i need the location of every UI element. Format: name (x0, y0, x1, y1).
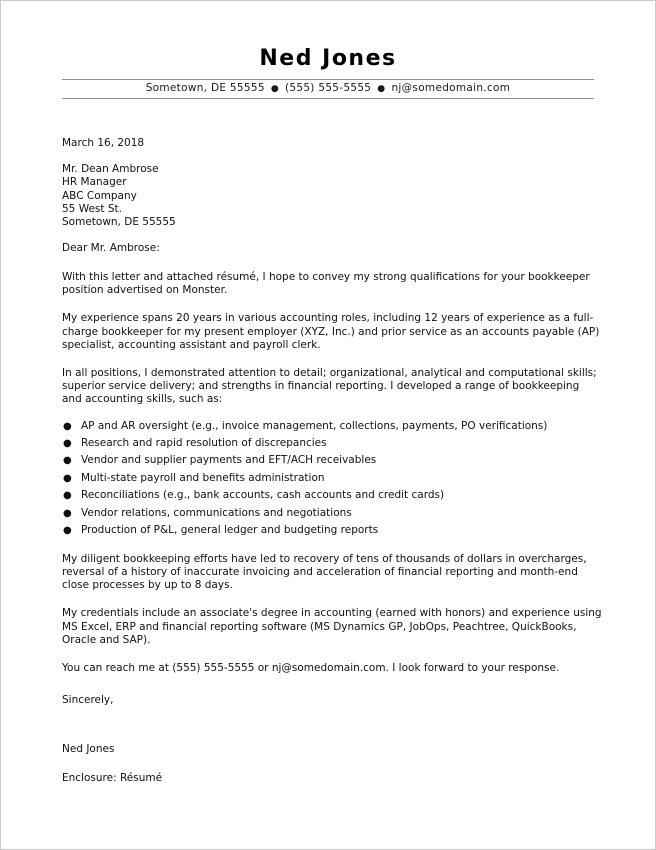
body-paragraph-achievements: My diligent bookkeeping efforts have led to recovery of tens of thousands of dollars in overcharges, reversal of a history of inaccurate invoicing and acceleration of financial reporting and month-end close processes by up to 8 days. (62, 552, 587, 591)
recipient-address-block (62, 163, 602, 228)
sender-address: Sometown, DE 55555 (145, 82, 265, 94)
bullet-icon: ● (63, 490, 72, 502)
letter-date: March 16, 2018 (62, 137, 145, 149)
recipient-title: HR Manager (62, 176, 127, 189)
signature-name: Ned Jones (62, 743, 115, 756)
skills-list (62, 418, 602, 540)
recipient-street: 55 West St. (62, 202, 122, 215)
body-paragraph-intro: With this letter and attached résumé, I hope to convey my strong qualifications for your bookkeeper position advertised on Monster. (62, 270, 590, 296)
letter-body (62, 137, 602, 785)
list-item-text: Production of P&L, general ledger and budgeting reports (81, 523, 379, 536)
bullet-icon: ● (63, 437, 72, 449)
body-paragraph-contact: You can reach me at (555) 555-5555 or nj@somedomain.com. I look forward to your response. (62, 662, 560, 675)
list-item-text: Multi-state payroll and benefits administration (81, 471, 325, 484)
enclosure-note: Enclosure: Résumé (62, 771, 163, 784)
recipient-name: Mr. Dean Ambrose (62, 163, 159, 176)
bullet-icon: ● (63, 507, 72, 519)
body-paragraph-experience: My experience spans 20 years in various accounting roles, including 12 years of experience as a full-charge bookkeeper for my present employer (XYZ, Inc.) and prior service as an accounts payable (AP) specialist, accounting assistant and payroll clerk. (62, 312, 600, 351)
sign-off: Sincerely, (62, 693, 114, 706)
list-item-text: AP and AR oversight (e.g., invoice management, collections, payments, PO verifications) (81, 419, 548, 432)
list-item (62, 522, 602, 539)
bullet-icon: ● (63, 455, 72, 467)
list-item (62, 452, 602, 469)
recipient-company: ABC Company (62, 189, 137, 202)
list-item (62, 435, 602, 452)
contact-line (62, 80, 594, 97)
bullet-icon: ● (63, 524, 72, 536)
list-item-text: Vendor and supplier payments and EFT/ACH receivables (81, 454, 377, 467)
contact-separator-icon: ● (377, 84, 386, 94)
body-paragraph-credentials: My credentials include an associate's degree in accounting (earned with honors) and experience using MS Excel, ERP and financial reporting software (MS Dynamics GP, JobOps, Peachtree, QuickBooks, Oracle and SAP). (62, 607, 602, 646)
recipient-city: Sometown, DE 55555 (62, 215, 176, 228)
list-item (62, 418, 602, 435)
list-item-text: Research and rapid resolution of discrepancies (81, 436, 327, 449)
list-item (62, 470, 602, 487)
sender-email: nj@somedomain.com (391, 82, 511, 94)
salutation: Dear Mr. Ambrose: (62, 242, 160, 255)
bullet-icon: ● (63, 420, 72, 432)
bullet-icon: ● (63, 472, 72, 484)
list-item (62, 505, 602, 522)
list-item-text: Reconciliations (e.g., bank accounts, cash accounts and credit cards) (81, 489, 445, 502)
list-item (62, 487, 602, 504)
sender-name-heading: Ned Jones (259, 46, 397, 71)
header-bottom-rule (62, 98, 594, 99)
body-paragraph-skills-intro: In all positions, I demonstrated attention to detail; organizational, analytical and computational skills; superior service delivery; and strengths in financial reporting. I developed a range of bookkeeping and accounting skills, such as: (62, 367, 597, 406)
sender-phone: (555) 555-5555 (284, 82, 372, 94)
contact-separator-icon: ● (270, 84, 279, 94)
list-item-text: Vendor relations, communications and negotiations (81, 506, 352, 519)
